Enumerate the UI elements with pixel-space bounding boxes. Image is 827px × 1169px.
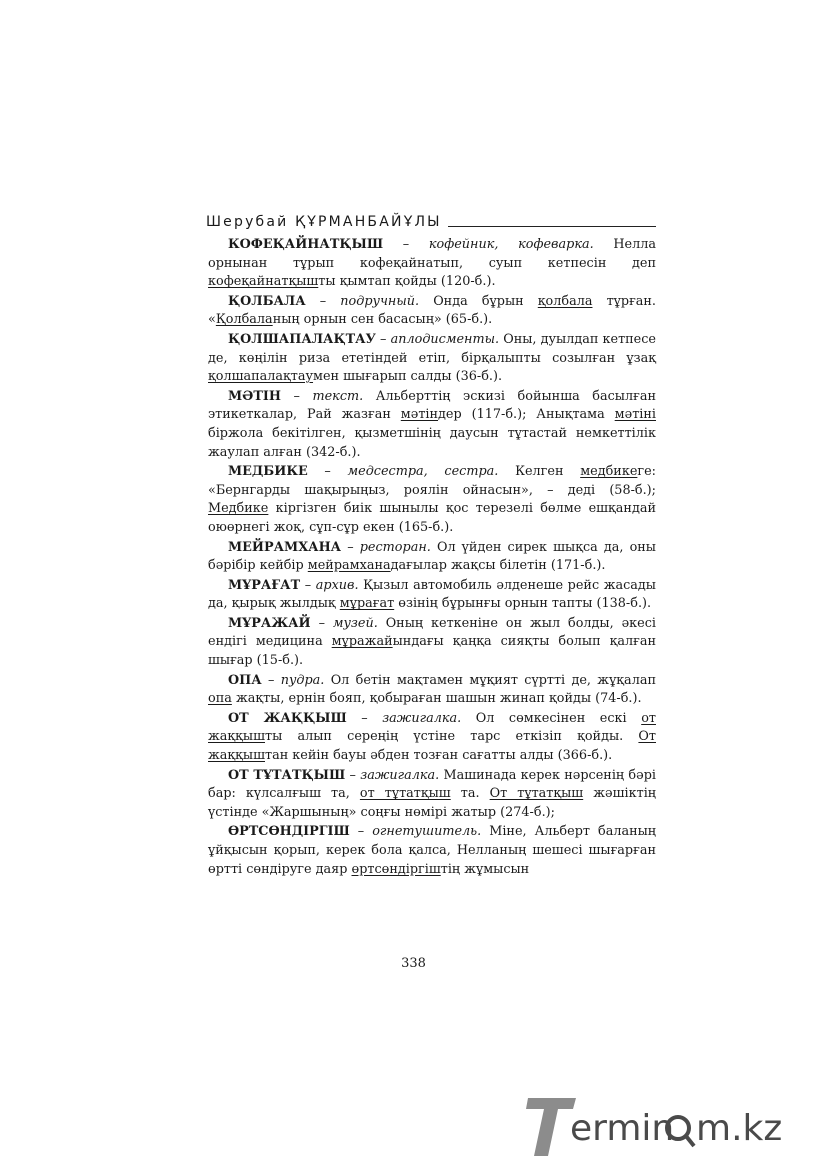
- entry-example-text: Оның кеткеніне он жыл болды, әкесі ендігі медицина: [208, 615, 656, 650]
- entry-example-text: Онда бұрын: [419, 293, 538, 309]
- entry-example-text: тұрған. «: [208, 293, 656, 328]
- entry-dash: –: [305, 293, 341, 309]
- entry-dash: –: [307, 464, 348, 480]
- entry-underlined-term: кофеқайнатқыш: [208, 274, 319, 290]
- entry-underlined-term: мәтіні: [614, 407, 656, 423]
- entry-dash: –: [261, 672, 281, 688]
- entry-translation: ресторан.: [359, 539, 431, 555]
- entry-example-text: дер (117-б.); Анықтама: [438, 407, 615, 423]
- entry-example-text: Қызыл автомобиль әлденеше рейс жасады да, қырық жылдық: [208, 577, 656, 612]
- entry-underlined-term: мұрағат: [339, 596, 395, 612]
- dictionary-entry: [208, 331, 656, 387]
- entry-headword: МҰРАҒАТ: [228, 577, 301, 593]
- entry-translation: зажигалка.: [360, 767, 440, 783]
- entry-example-text: Ол сөмкесінен ескі: [461, 710, 642, 726]
- entry-underlined-term: мұражай: [331, 634, 393, 650]
- entry-underlined-term: медбике: [580, 464, 638, 480]
- entry-example-text: Міне, Альберт баланың ұйқысын қорып, керек бола қалса, Нелланың шешесі шығарған өртті сөндіруге даяр: [208, 824, 656, 877]
- dictionary-entry: [208, 236, 656, 292]
- dictionary-entry: [208, 577, 656, 614]
- dictionary-entry: [208, 615, 656, 671]
- dictionary-entry: [208, 539, 656, 576]
- dictionary-body: [208, 236, 656, 880]
- entry-translation: подручный.: [340, 293, 420, 309]
- entry-example-text: ындағы қаңқа сияқты болып қалған шығар (15-б.).: [208, 634, 656, 669]
- entry-dash: –: [345, 767, 361, 783]
- entry-underlined-term: От тұтатқыш: [489, 786, 584, 802]
- entry-underlined-term: Медбике: [208, 501, 269, 517]
- entry-example-text: кіргізген биік шынылы қос терезелі бөлме ешқандай оюөрнегі жоқ, сұп-сұр екен (165-б.).: [208, 501, 656, 535]
- entry-underlined-term: қолшапалақтау: [208, 369, 314, 385]
- entry-example-text: жәшіктің үстінде «Жаршының» соңғы нөмірі жатыр (274-б.);: [208, 786, 656, 820]
- dictionary-entry: [208, 463, 656, 537]
- entry-example-text: Келген: [498, 464, 581, 480]
- entry-underlined-term: опа: [208, 691, 232, 707]
- entry-headword: ОПА: [228, 672, 262, 688]
- entry-translation: зажигалка.: [382, 710, 462, 726]
- entry-example-text: ге: «Бернгарды шақырыңыз, роялін ойнасын», – деді (58-б.);: [208, 464, 656, 498]
- entry-dash: –: [346, 710, 383, 726]
- entry-translation: пудра.: [280, 672, 325, 688]
- entry-example-text: ның орнын сен басасың» (65-б.).: [272, 312, 493, 328]
- entry-underlined-term: мейрамхана: [307, 558, 391, 574]
- entry-example-text: ты алып сереңің үстіне тарс еткізіп қойды.: [265, 729, 639, 745]
- entry-dash: –: [341, 539, 360, 555]
- entry-example-text: Оны, дуылдап кетпесе де, көңілін риза ететіндей етіп, бірқалыпты созылған ұзақ: [208, 331, 656, 366]
- entry-headword: МЕДБИКЕ: [228, 464, 308, 480]
- entry-example-text: Нелла орнынан тұрып кофеқайнатып, суып кетпесін деп: [208, 237, 656, 271]
- entry-headword: ОТ ТҰТАТҚЫШ: [228, 767, 346, 783]
- entry-headword: МҰРАЖАЙ: [228, 615, 311, 631]
- entry-headword: ӨРТСӨНДІРГІШ: [228, 824, 350, 840]
- entry-example-text: Машинада керек нәрсенің бәрі бар: күлсалғыш та,: [208, 767, 656, 802]
- entry-translation: кофейник, кофеварка.: [428, 237, 594, 252]
- entry-example-text: тан кейін бауы әбден тозған сағатты алды (366-б.).: [265, 748, 613, 764]
- entry-translation: аплодисменты.: [390, 331, 500, 347]
- entry-underlined-term: от жаққыш: [208, 710, 656, 745]
- entry-headword: МӘТІН: [228, 388, 281, 404]
- svg-text:m.kz: m.kz: [696, 1108, 783, 1149]
- entry-example-text: біржола бекітілген, қызметшінің даусын тұтастай немкеттілік жаулап алған (342-б.).: [208, 425, 656, 460]
- entry-translation: огнетушитель.: [372, 824, 482, 840]
- entry-example-text: мен шығарып салды (36-б.).: [313, 369, 503, 385]
- entry-headword: ҚОЛШАПАЛАҚТАУ: [228, 331, 376, 347]
- entry-example-text: Ол бетін мақтамен мұқият сүртті де, жұқалап: [324, 672, 656, 688]
- entry-underlined-term: қолбала: [537, 293, 593, 309]
- dictionary-entry: [208, 388, 656, 462]
- entry-example-text: Ол үйден сирек шықса да, оны бәрібір кейбір: [208, 539, 656, 574]
- entry-headword: МЕЙРАМХАНА: [228, 539, 342, 555]
- entry-underlined-term: Қолбала: [215, 312, 273, 328]
- entry-underlined-term: мәтін: [400, 407, 439, 423]
- entry-translation: медсестра, сестра.: [347, 464, 499, 480]
- entry-dash: –: [349, 824, 373, 840]
- entry-dash: –: [280, 388, 313, 404]
- entry-underlined-term: от тұтатқыш: [359, 786, 451, 802]
- dictionary-entry: [208, 293, 656, 330]
- entry-headword: ОТ ЖАҚҚЫШ: [228, 710, 347, 726]
- entry-headword: КОФЕҚАЙНАТҚЫШ: [228, 237, 384, 252]
- header-rule: [448, 226, 656, 227]
- dictionary-entry: [208, 710, 656, 766]
- dictionary-entry: [208, 767, 656, 823]
- entry-headword: ҚОЛБАЛА: [228, 293, 306, 309]
- running-header: [206, 208, 656, 230]
- entry-dash: –: [383, 237, 429, 252]
- entry-translation: текст.: [312, 388, 364, 404]
- svg-text:ermin: ermin: [570, 1108, 675, 1149]
- dictionary-entry: [208, 823, 656, 879]
- termincom-logo-graphic: [526, 1096, 816, 1158]
- entry-translation: музей.: [332, 615, 378, 631]
- entry-translation: архив.: [315, 577, 359, 593]
- entry-example-text: тің жұмысын: [440, 861, 530, 877]
- termincom-logo: [526, 1096, 816, 1158]
- entry-example-text: өзінің бұрынғы орнын тапты (138-б.).: [394, 596, 652, 612]
- entry-example-text: та.: [450, 786, 490, 802]
- entry-example-text: Альберттің эскизі бойынша басылған этикеткалар, Рай жазған: [208, 388, 656, 423]
- entry-underlined-term: От жаққыш: [208, 729, 656, 764]
- entry-example-text: ты қымтап қойды (120-б.).: [318, 274, 496, 290]
- entry-dash: –: [300, 577, 316, 593]
- entry-example-text: дағылар жақсы білетін (171-б.).: [390, 558, 606, 574]
- page-number: 338: [401, 956, 426, 971]
- running-title: Шерубай ҚҰРМАНБАЙҰЛЫ: [206, 214, 442, 230]
- dictionary-entry: [208, 672, 656, 709]
- entry-underlined-term: өртсөндіргіш: [351, 861, 441, 877]
- entry-example-text: жақты, ернін бояп, қобыраған шашын жинап қойды (74-б.).: [231, 691, 642, 707]
- entry-dash: –: [375, 331, 391, 347]
- entry-dash: –: [310, 615, 333, 631]
